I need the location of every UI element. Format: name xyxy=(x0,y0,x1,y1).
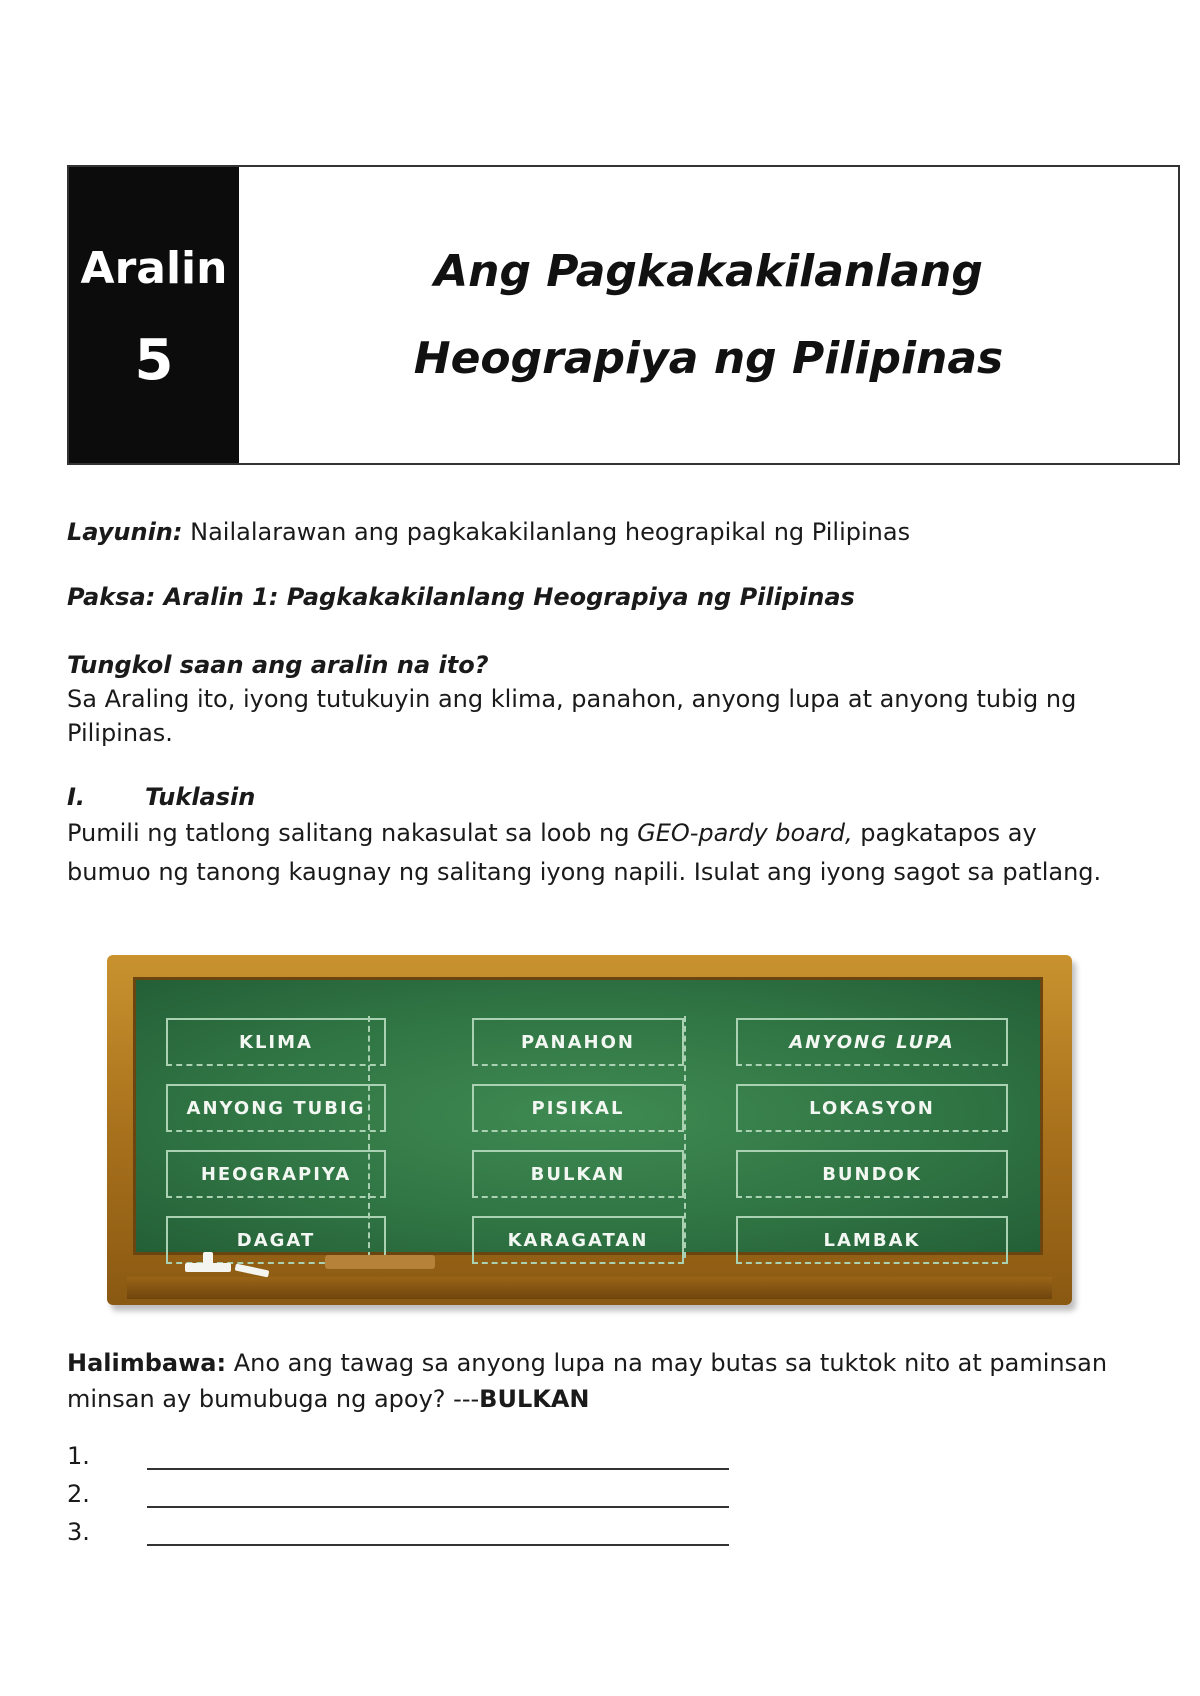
tuklasin-section xyxy=(67,780,1127,892)
board-cell[interactable]: HEOGRAPIYA xyxy=(166,1150,386,1198)
chalkboard-surface xyxy=(133,977,1043,1255)
board-divider xyxy=(684,1016,686,1258)
lesson-label: Aralin xyxy=(80,243,228,294)
lesson-number-box xyxy=(69,167,239,463)
tuklasin-numeral: I. xyxy=(67,783,86,811)
tuklasin-instructions xyxy=(67,814,1127,892)
lesson-title-line1: Ang Pagkakakilanlang xyxy=(434,246,983,297)
tuklasin-text-1: Pumili ng tatlong salitang nakasulat sa loob ng xyxy=(67,819,638,847)
board-cell[interactable]: PANAHON xyxy=(472,1018,684,1066)
board-cell[interactable]: BUNDOK xyxy=(736,1150,1008,1198)
halimbawa-text: Ano ang tawag sa anyong lupa na may butas sa tuktok nito at paminsan minsan ay bumubuga ng apoy? --- xyxy=(67,1349,1108,1413)
chalk-icon xyxy=(235,1264,270,1278)
layunin-label: Layunin: xyxy=(67,518,183,546)
tuklasin-title: Tuklasin xyxy=(145,783,256,811)
board-cell[interactable]: ANYONG TUBIG xyxy=(166,1084,386,1132)
answer-number: 2. xyxy=(67,1480,90,1508)
answer-number: 3. xyxy=(67,1518,90,1546)
board-cell[interactable]: BULKAN xyxy=(472,1150,684,1198)
lesson-title xyxy=(239,167,1178,463)
tungkol-section xyxy=(67,648,1127,750)
answer-blank[interactable] xyxy=(147,1520,729,1546)
board-cell[interactable]: KLIMA xyxy=(166,1018,386,1066)
answer-blank[interactable] xyxy=(147,1482,729,1508)
layunin-section xyxy=(67,515,1127,549)
answer-row xyxy=(67,1470,729,1508)
eraser-icon xyxy=(325,1255,435,1269)
board-cell[interactable]: LOKASYON xyxy=(736,1084,1008,1132)
board-cell[interactable]: LAMBAK xyxy=(736,1216,1008,1264)
tungkol-heading: Tungkol saan ang aralin na ito? xyxy=(67,651,489,679)
tuklasin-text-italic: GEO-pardy board, xyxy=(637,819,853,847)
lesson-title-line2: Heograpiya ng Pilipinas xyxy=(413,333,1004,384)
answer-row xyxy=(67,1508,729,1546)
layunin-text: Nailalarawan ang pagkakakilanlang heograpikal ng Pilipinas xyxy=(182,518,911,546)
halimbawa-label: Halimbawa: xyxy=(67,1349,227,1377)
board-cell[interactable]: KARAGATAN xyxy=(472,1216,684,1264)
answer-lines xyxy=(67,1432,729,1546)
board-cell[interactable]: DAGAT xyxy=(166,1216,386,1264)
board-cell[interactable]: PISIKAL xyxy=(472,1084,684,1132)
lesson-header xyxy=(67,165,1180,465)
chalk-tray xyxy=(127,1277,1052,1299)
answer-blank[interactable] xyxy=(147,1444,729,1470)
tuklasin-text-2: pagkatapos ay bumuo ng tanong kaugnay ng salitang iyong napili. Isulat ang iyong sagot sa patlang. xyxy=(67,819,1102,886)
answer-number: 1. xyxy=(67,1442,90,1470)
tuklasin-heading xyxy=(67,780,1127,814)
tungkol-text: Sa Araling ito, iyong tutukuyin ang klima, panahon, anyong lupa at anyong tubig ng Pilipinas. xyxy=(67,685,1077,747)
lesson-number: 5 xyxy=(134,328,174,393)
geo-pardy-board xyxy=(107,955,1072,1305)
answer-row xyxy=(67,1432,729,1470)
halimbawa-answer: BULKAN xyxy=(479,1385,590,1413)
board-cell[interactable]: ANYONG LUPA xyxy=(736,1018,1008,1066)
paksa-section: Paksa: Aralin 1: Pagkakakilanlang Heograpiya ng Pilipinas xyxy=(67,583,855,611)
chalk-icon xyxy=(203,1252,213,1266)
halimbawa-section xyxy=(67,1345,1127,1417)
